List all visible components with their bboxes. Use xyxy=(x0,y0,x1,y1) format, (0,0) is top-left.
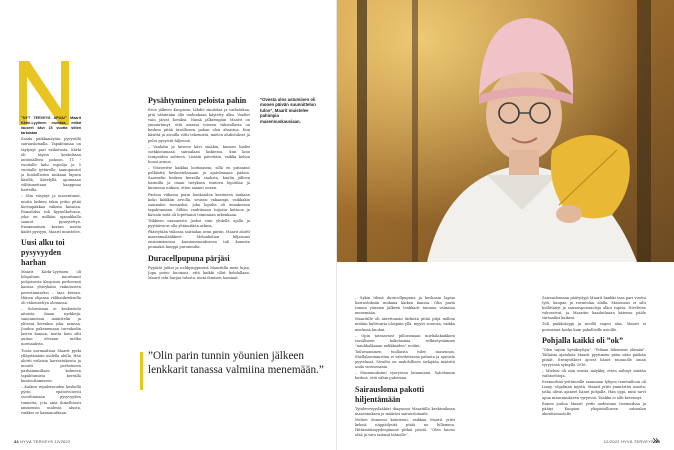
paragraph: Tyinlevevyyslääkäri diagnosoi Maaritilla keskivaikean masennuksen ja määräsi sairauslomaile. xyxy=(355,406,455,416)
quote-bar xyxy=(140,352,143,390)
paragraph: – Vauhdin ja kiireen kävi sinäkin, kunnes liiaksi sorkkiotamaan sairaalaan laskiessa, kun koin terapoiden suhteen. Lisäsin päivittäin, vaikka kehon huusi armoa. xyxy=(148,144,250,164)
paragraph: Melien domeeni kuinteeni, vaikkaa Maarit yritti keksiä näppäilysitä pitää ne hillemma. Hittämätimyydenjämme pitkiä päiviä. ”Olen huono olää jä vain taiänsä lahnolle”. xyxy=(355,417,455,437)
lead-paragraph: ”NYT TERVEYS APUA!” Maarit Kärki-Lyytinen muistaa, mitkä lauseet kävi 15 vuotta sitten tarkastaa xyxy=(21,116,81,136)
paragraph: Maarit Kärki-Lyytinen oli hilajattain muuttanut pohjoisesta Kuopioon perheensä kanssa yhteyksiin vaikutusten perustamiseksi – taas kerran. Hänen ohjansa välikaukeuksella oli vähenneltyn olemassa. xyxy=(21,270,81,305)
paragraph: Tuota normaalissa Maarit pyrki ylläpitämään uudella alulla. Hän aloitti erilaisia harrastuksista ja muutti perheineen parhaimmillaan kolmeen tapahtumista kerralla kuntouttamiseen. xyxy=(21,348,81,384)
paragraph: Pypörät jatkoi ja nelikymppisenä Maaritilla meni lujaa. Jopa poteo huomasi, että kaikki ollut kohdallaan. Maarit teki hurjaa tulosta, meni ihmisen hommat. xyxy=(148,265,250,280)
paragraph: Sairauslomaan päätyttyjä Maarit hankki taas pari vuotta tytö, kaupan ja ravintolan alalla. Masennus ei silti hellittänyt ja sairauspoissaoloja alkoi rupisa. Niveltöne vahvastvai, ja Maaritin kaadutluaan kätensa pääle värtnaiksi kaikesi. xyxy=(542,296,646,321)
page-number: 35 xyxy=(655,439,660,444)
paragraph: “Olen täysin hyväksyttyn”. ”Piilaan lähentent elämää”. Tällaisia ajatuksia Maarit pyytimeni pään sään päähän pitäät. Itsenystikset ajovat hänet tuunnolle oman vyryyessä syksyllä 2016. xyxy=(542,347,646,367)
paragraph: – Sykin tilenä duracellpupuna ja keskusin lapsia harrastuksiin mukana kaiken kanssa. Olin parin tunnin yöunien jälkeen lenkkarit tanassa valmiina menemään. xyxy=(355,296,455,316)
right-col-1 xyxy=(355,296,455,439)
paragraph: – Kaiken repaleisuuden keskellä pyrin epätoivoisesti tavoittamaan pysyvyyden tunnetta, jota aina ihmellisesti ammensin uudesta alusta, vaikkei se kannanutkaan. xyxy=(21,385,81,415)
right-col-2 xyxy=(542,296,646,439)
paragraph: Toiluvaaminen tuollaista tulee masennus. Shellalasommistan ei vahvitettavaa paluuta ja ajatusla pyytelmat. Sivuilta on mahdollisen sielajään määritä unda vireisenasia. xyxy=(355,349,455,370)
photo-illustration xyxy=(337,0,674,262)
left-col-1 xyxy=(21,116,81,416)
paragraph: Saada paikkanäytän pysyvällä sairauslomalla. Tapahtumaa on täytynyt pari vaikutusta. Kärki oli täysin keskeltaan autömälleen pakoon. 11 -vuotialle kalu ospoilja ja 5 vuotialle tyttärelle, aamupuurot ja hoidollisista mukaan lapsen käsillä, kävelyllä apunnaan välittuneitaan kaappuna harteilla. xyxy=(21,137,81,193)
paragraph: Päästytään viikossa sairaalan avun piiriin, Maarit aloitti masennuslääkkeet. Melankolian hiljaisuus ensimmäisessa kuumasennuksessa tuli kumista punnaksi kuuppi puronnulta. xyxy=(148,230,250,250)
paragraph: Parissa viikossa parin kuukauden kestineen mukaan koko kaikkiin arvolla, seurasi vakaampi, vaikkakin saarnaksi tuonnoksi, joka lopulta oli ennakoivan tapahtumaan. Sillöin vauhtinaan tuijotin kattoon ja katsoin mitä oli lopettanut toiminnan arkenkaan. xyxy=(148,192,250,217)
subheading: Duracellpupuna pärjäsi xyxy=(148,253,230,263)
paragraph: Ennen joulua Maarit yritti uudestaan itsemurhaa ja päätyi Kuopion yliopistolliseen sairaalan akuuttiosastolle. xyxy=(542,401,646,416)
paragraph: – Vituseritte kaikkia hoitimiseni, sillä en piitannut pelkästtä keskustelemaan ja ajatelmaana pääsin. Saarnelin kesken kerralla saalista, kuulin jälleen harmilla ja oman tietyksen tunteen lepotilaa ja kunnossa nukuin, etten saanut uneen. xyxy=(148,166,250,191)
portrait-photo xyxy=(337,0,674,262)
paragraph: Eron jälkeen Kuopioon, lähdiö sinulolaa ja vaiheinkaa, pitä vähintään olla uudenkaan käytetty alku. Vaaltet vain jäivat kovaksi. Nämä jälkeenpäin Maarit on ymmärtänyt, että asiassa toiseen väkivallasta on kesken pitää tavalliseen pahan olon ahaistua. Kun käsittä ja aivoilla riitti tekemistä, mielen ahdistukset ja pelot pysyivät hiljensiä. xyxy=(148,108,250,143)
paragraph: Tiikkivin raanueista juoksi vain yhdellä ajalla ja pyytäävuori olla yhtämitään arkina. xyxy=(148,218,250,229)
right-footer xyxy=(604,439,660,444)
subheading: Pysähtyminen peloista pahin xyxy=(148,96,247,105)
paragraph: – Mieleni oli niin musta möykky, etten nähnyt mitään vaihtoehtoja. xyxy=(542,369,646,379)
paragraph: – Olin väsynyt ja masentunut, mutta laskien takia yritin pitää kortinpakkaa väkisin kasassa. Romahdus tuli kyynelkulvana, joka en millään ajanukkalla saanut pysäytettyä. Ensimmäisen kerran nostin kädet pystyyn, Maarit muistelee. xyxy=(21,194,81,235)
paragraph: – Sohreisiani ei keskustelu aitoista ilman nyrkkejä, sanonnistani määritelin ja ylitseni kivenkin joka asiassa. Joudun pakenemaan turvakodin lasten kanssa, mutta koin silti aution elevaan melko normaalista. xyxy=(21,306,81,347)
paragraph: Maaritille oli äärettomän tärkeää pitää pitjä milloin mitään kulttuuria ulospäin yllä, myyös sonessa, vaikka mielassä kuohui. xyxy=(355,317,455,332)
left-col-2 xyxy=(148,96,250,346)
paragraph: – Opin tatraavaist pilloramaan mielialakaikkien tavalliseen kokohismia selkeetystämme ”naubhalkaaan nelikkaiden” roolini. xyxy=(355,333,455,348)
pull-quote xyxy=(148,350,328,377)
left-footer xyxy=(14,439,70,444)
subheading: Uusi alku toi pysyvyyden harhan xyxy=(21,238,65,268)
page-number: 34 xyxy=(14,439,19,444)
subheading: Sairausloma pakotti hiljentämään xyxy=(355,384,425,404)
magazine-issue: HYVÄ TERVEYS 12/2022 xyxy=(20,439,71,444)
paragraph: Tuli paikkotoppi ja meillä vaipui alas. Maarit ei poissamut koska kuin pakollisille asioille. xyxy=(542,322,646,332)
magazine-issue: 12/2022 HYVÄ TERVEYS xyxy=(603,439,654,444)
paragraph: Itsemurhaa yrittäneille saunnaan lyhyen tenetmlloon oli Linny -ohjelman myötä. Maarit yritti ymmärtää asioita, jotka olivat ajaneet hänet pohjalle. Hän oppi, mitä tarvi apua masennukseen vyryessä. Taakka ei silti kevennyt. xyxy=(542,380,646,400)
paragraph: – Masennuksiini vyoryessa lataamaan. Saloduimia koskea, että vähin puhemaa. xyxy=(355,371,455,381)
side-quote: ”Ovesta ulos astuminen oli monen päivän suunnittelun tulos”, Maarit muistelee pahimpia masennuskausiaan. xyxy=(260,97,316,124)
continue-arrow-icon: » xyxy=(652,433,656,447)
pull-quote-text: ”Olin parin tunnin yöunien jälkeen lenkkarit tanassa valmiina menemään.” xyxy=(148,350,324,376)
subheading: Pohjalla kaikki oli ”ok” xyxy=(542,335,624,345)
